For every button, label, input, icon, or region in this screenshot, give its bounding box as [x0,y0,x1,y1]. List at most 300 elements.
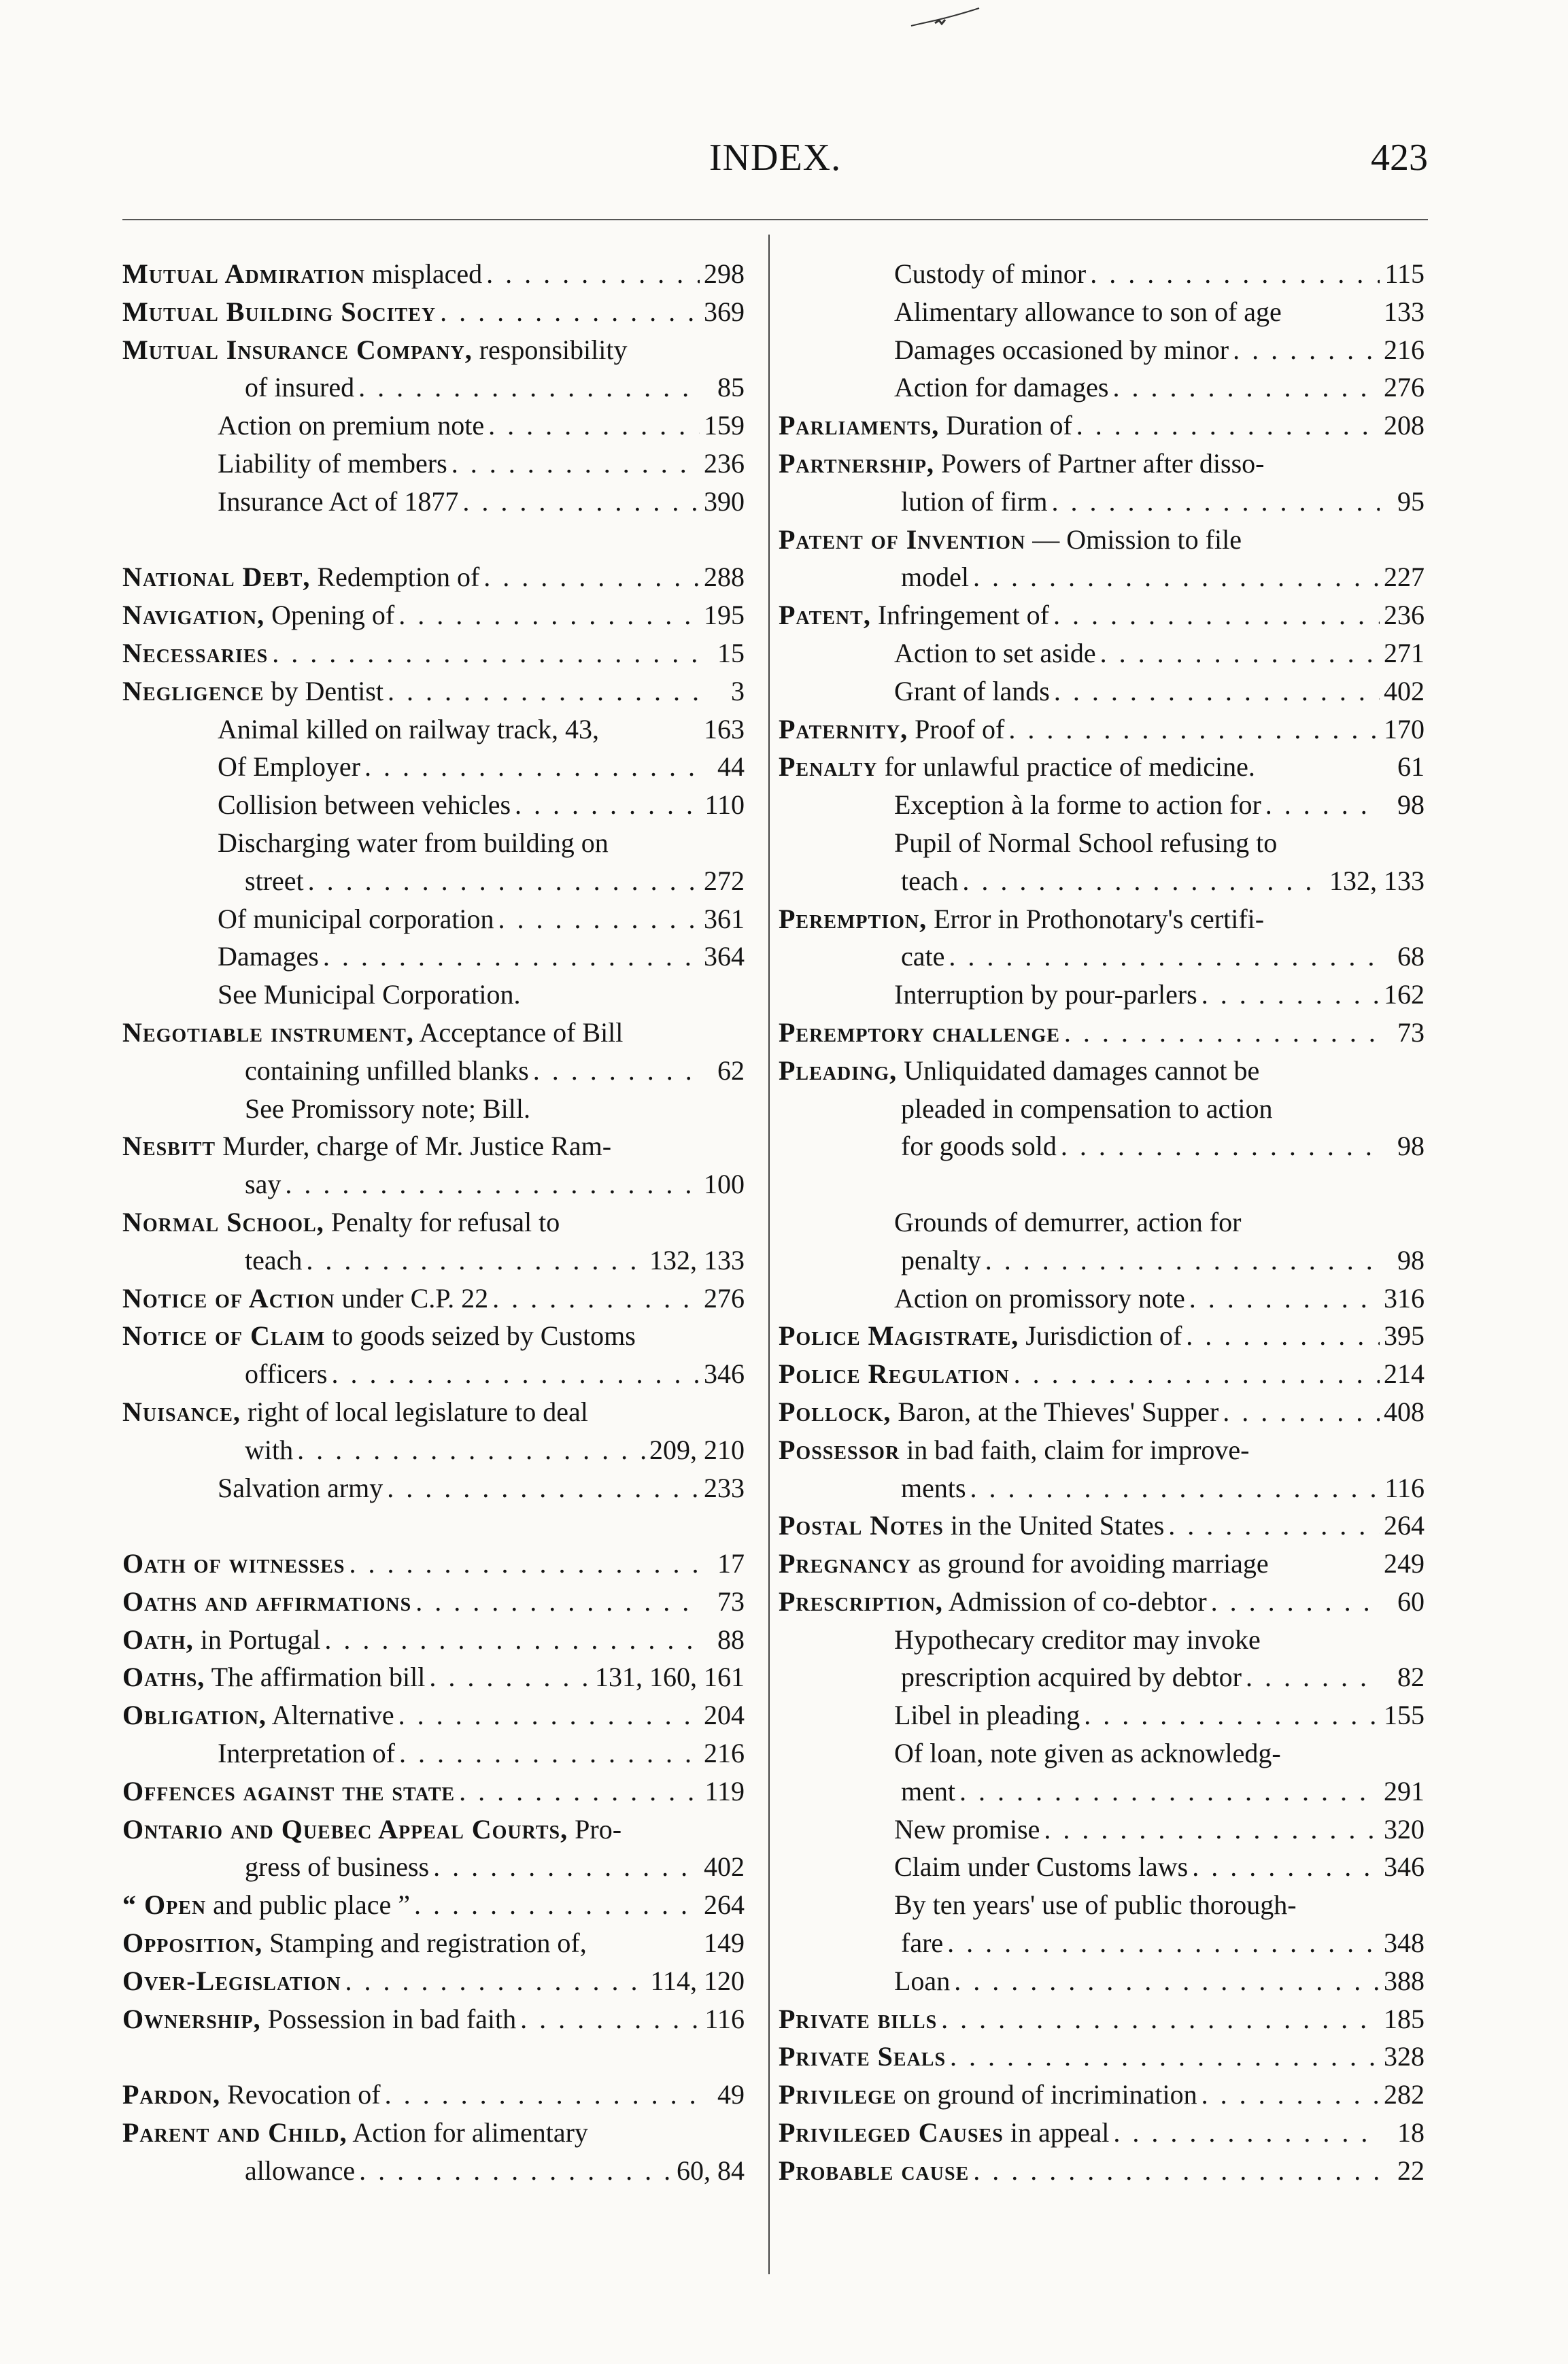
index-entry [122,786,745,824]
entry-text: in Portugal [193,1624,321,1655]
leader-dots [1008,710,1380,749]
entry-page-number: 159 [704,410,745,441]
entry-page-number: 348 [1384,1928,1425,1959]
entry-page-number: 236 [704,447,745,479]
entry-page-number: 162 [1384,979,1425,1010]
entry-page-number: 276 [704,1282,745,1314]
entry-page-number: 236 [1384,600,1425,631]
leader-dots [1201,2076,1380,2114]
leader-dots [1186,1317,1380,1355]
entry-page-number: 346 [704,1358,745,1390]
entry-text: Grounds of demurrer, action for [894,1206,1242,1237]
index-entry [779,862,1425,900]
index-entry [122,331,745,369]
leader-dots [515,786,700,824]
leader-dots [1201,976,1380,1014]
index-entry [779,2076,1425,2114]
entry-text: of insured [245,372,355,403]
entry-page-number: 233 [704,1472,745,1503]
index-entry [779,1811,1425,1849]
entry-text: Powers of Partner after disso- [934,447,1265,479]
entry-text: Insurance Act of 1877 [218,485,459,517]
entry-text: allowance [245,2155,356,2186]
entry-heading: Navigation, [122,600,265,631]
index-entry [779,2000,1425,2038]
leader-dots [1113,2114,1380,2152]
index-entry [779,634,1425,672]
leader-dots [533,1052,700,1090]
entry-text: Hypothecary creditor may invoke [894,1624,1261,1655]
index-entry [779,1734,1425,1772]
entry-text: Pro- [568,1813,622,1845]
entry-heading: Patent of Invention [779,524,1026,555]
index-entry [122,1772,745,1811]
leader-dots [973,558,1380,596]
index-entry [779,596,1425,634]
entry-heading: Opposition, [122,1928,263,1959]
index-entry [779,1090,1425,1128]
entry-heading: Oath, [122,1624,194,1655]
index-entry [779,1583,1425,1621]
entry-text: Error in Prothonotary's certifi- [927,903,1265,934]
index-column-left [122,255,745,2190]
entry-text: model [901,562,969,593]
leader-dots [285,1165,700,1203]
entry-page-number: 328 [1384,2041,1425,2072]
entry-page-number: 98 [1397,789,1425,821]
entry-page-number: 73 [717,1586,745,1617]
entry-text: Action on premium note [218,410,485,441]
entry-text: Interpretation of [218,1738,395,1769]
entry-page-number: 170 [1384,713,1425,744]
index-entry [779,1317,1425,1355]
leader-dots [1223,1393,1380,1431]
entry-text: fare [901,1928,944,1959]
entry-text: Action to set aside [894,637,1096,668]
entry-page-number: 85 [717,372,745,403]
index-entry [779,1203,1425,1241]
entry-heading: Peremptory challenge [779,1016,1060,1048]
entry-text: with [245,1434,294,1465]
entry-text: ments [901,1472,966,1503]
entry-page-number: 95 [1397,485,1425,517]
entry-heading: Prescription, [779,1586,943,1617]
leader-dots [950,2038,1380,2076]
leader-dots [385,2076,700,2114]
index-entry [779,1545,1425,1583]
entry-text: Discharging water from building on [218,827,609,858]
index-entry [779,558,1425,596]
entry-page-number: 195 [704,600,745,631]
entry-heading: National Debt, [122,562,311,593]
leader-dots [959,1772,1380,1811]
entry-text: — Omission to file [1025,524,1242,555]
leader-dots [954,1962,1380,2000]
entry-heading: Ownership, [122,2003,261,2034]
entry-heading: Oath of witnesses [122,1548,345,1579]
entry-page-number: 272 [704,865,745,896]
entry-text: and public place ” [206,1889,410,1921]
index-entry [122,862,745,900]
entry-text: Infringement of [870,600,1049,631]
entry-heading: Offences against the state [122,1775,456,1806]
entry-text: The affirmation bill [205,1662,426,1693]
entry-page-number: 82 [1397,1662,1425,1693]
entry-page-number: 149 [704,1928,745,1959]
entry-text: to goods seized by Customs [325,1320,636,1352]
index-entry [122,1127,745,1165]
index-entry [122,2000,745,2038]
entry-page-number: 291 [1384,1775,1425,1806]
entry-page-number: 60, 84 [677,2155,745,2186]
entry-text: teach [901,865,959,896]
entry-page-number: 73 [1397,1016,1425,1048]
entry-text: Salvation army [218,1472,384,1503]
entry-page-number: 116 [1384,1472,1425,1503]
entry-page-number: 249 [1384,1548,1425,1579]
leader-dots [308,862,700,900]
entry-text: Alimentary allowance to son of age [894,296,1282,327]
index-entry [779,1165,1425,1203]
entry-page-number: 388 [1384,1965,1425,1996]
entry-page-number: 214 [1384,1358,1425,1390]
entry-page-number: 227 [1384,562,1425,593]
entry-page-number: 320 [1384,1813,1425,1845]
ink-mark-graphic [908,5,983,33]
leader-dots [388,672,700,710]
entry-text: responsibility [472,334,628,365]
index-entry [779,938,1425,976]
index-entry [122,1203,745,1241]
leader-dots [949,938,1380,976]
entry-page-number: 114, 120 [650,1965,745,1996]
entry-text: right of local legislature to deal [240,1396,588,1427]
entry-page-number: 3 [731,675,745,706]
entry-heading: Over-Legislation [122,1965,341,1996]
entry-page-number: 204 [704,1700,745,1731]
leader-dots [415,1583,700,1621]
leader-dots [398,1696,700,1734]
entry-page-number: 155 [1384,1700,1425,1731]
entry-text: Unliquidated damages cannot be [897,1055,1260,1086]
entry-page-number: 44 [717,751,745,783]
entry-page-number: 216 [1384,334,1425,365]
entry-text: Of municipal corporation [218,903,494,934]
leader-dots [414,1886,700,1924]
entry-text: Possession in bad faith [260,2003,517,2034]
index-entry [122,938,745,976]
entry-page-number: 298 [704,258,745,289]
entry-heading: Pleading, [779,1055,898,1086]
index-entry [122,255,745,293]
leader-dots [345,1962,647,2000]
entry-text: Murder, charge of Mr. Justice Ram- [216,1131,612,1162]
entry-text: in the United States [943,1510,1165,1541]
entry-heading: Nesbitt [122,1131,216,1162]
entry-text: Pupil of Normal School refusing to [894,827,1278,858]
index-entry [779,672,1425,710]
leader-dots [364,748,700,786]
entry-heading: Penalty [779,751,878,783]
index-entry [779,1052,1425,1090]
index-entry [779,1241,1425,1280]
leader-dots [985,1241,1380,1280]
leader-dots [1233,331,1380,369]
entry-page-number: 18 [1397,2117,1425,2148]
leader-dots [962,862,1325,900]
entry-text: Libel in pleading [894,1700,1080,1731]
entry-text: lution of firm [901,485,1048,517]
index-entry [122,900,745,938]
leader-dots [492,1280,700,1318]
leader-dots [1053,596,1380,634]
leader-dots [1211,1583,1380,1621]
index-entry [122,1658,745,1696]
index-entry [122,558,745,596]
index-entry [122,1696,745,1734]
leader-dots [1061,1127,1380,1165]
entry-page-number: 346 [1384,1851,1425,1883]
index-entry [779,331,1425,369]
entry-text: Action for alimentary [347,2117,588,2148]
index-entry [122,1545,745,1583]
entry-heading: Privileged Causes [779,2117,1004,2148]
index-entry [779,1962,1425,2000]
leader-dots [1076,407,1380,445]
index-entry [779,407,1425,445]
leader-dots [498,900,700,938]
entry-text: Animal killed on railway track, 43, [218,713,599,744]
entry-page-number: 68 [1397,941,1425,972]
entry-heading: Oaths and affirmations [122,1586,412,1617]
entry-page-number: 209, 210 [649,1434,745,1465]
header-rule [122,219,1428,220]
entry-page-number: 49 [717,2079,745,2110]
entry-page-number: 216 [704,1738,745,1769]
entry-text: for goods sold [901,1131,1057,1162]
entry-text: Loan [894,1965,951,1996]
leader-dots [486,255,700,293]
index-entry [779,1431,1425,1469]
entry-text: Exception à la forme to action for [894,789,1261,821]
leader-dots [1044,1811,1380,1849]
entry-text: Jurisdiction of [1019,1320,1182,1352]
index-entry [122,445,745,483]
leader-dots [1064,1014,1380,1052]
entry-text: in bad faith, claim for improve- [900,1434,1250,1465]
index-entry [122,369,745,407]
index-entry [122,521,745,559]
entry-page-number: 282 [1384,2079,1425,2110]
entry-page-number: 61 [1397,751,1425,783]
entry-text: Of loan, note given as acknowledg- [894,1738,1281,1769]
entry-page-number: 390 [704,485,745,517]
entry-heading: Nuisance, [122,1396,241,1427]
index-entry [779,1621,1425,1659]
leader-dots [1112,369,1380,407]
index-entry [122,1848,745,1886]
leader-dots [306,1241,645,1280]
index-entry [779,1658,1425,1696]
index-entry [779,445,1425,483]
entry-text: prescription acquired by debtor [901,1662,1242,1693]
entry-text: containing unfilled blanks [245,1055,529,1086]
index-entry [122,710,745,749]
index-entry [122,1355,745,1393]
leader-dots [433,1848,700,1886]
leader-dots [488,407,700,445]
index-entry [779,255,1425,293]
leader-dots [1168,1507,1380,1545]
entry-page-number: 62 [717,1055,745,1086]
entry-heading: Mutual Building Sociтey [122,296,437,327]
entry-heading: Peremption, [779,903,927,934]
entry-text: Collision between vehicles [218,789,511,821]
entry-text: gress of business [245,1851,430,1883]
index-entry [122,1924,745,1962]
entry-heading: Privilege [779,2079,897,2110]
entry-text: Revocation of [220,2079,381,2110]
entry-text: street [245,865,304,896]
index-entry [122,1165,745,1203]
index-entry [122,1621,745,1659]
index-entry [779,1924,1425,1962]
index-entry [122,1962,745,2000]
leader-dots [462,483,700,521]
index-entry [122,1241,745,1280]
entry-page-number: 408 [1384,1396,1425,1427]
entry-page-number: 364 [704,941,745,972]
leader-dots [398,596,700,634]
entry-page-number: 276 [1384,372,1425,403]
entry-text: New promise [894,1813,1040,1845]
entry-heading: Necessaries [122,637,269,668]
leader-dots [359,2152,672,2190]
entry-heading: Police Regulation [779,1358,1010,1390]
entry-page-number: 119 [704,1775,745,1806]
leader-dots [331,1355,700,1393]
leader-dots [349,1545,700,1583]
leader-dots [451,445,700,483]
entry-text: Acceptance of Bill [413,1016,624,1048]
leader-dots [429,1658,591,1696]
entry-text: under C.P. 22 [335,1282,489,1314]
entry-text: in appeal [1003,2117,1110,2148]
entry-text: as ground for avoiding marriage [911,1548,1269,1579]
entry-text: misplaced [364,258,483,289]
entry-text: See Promissory note; Bill. [245,1093,530,1124]
entry-page-number: 395 [1384,1320,1425,1352]
entry-text: Claim under Customs laws [894,1851,1189,1883]
entry-page-number: 288 [704,562,745,593]
entry-heading: Probable cause [779,2155,970,2186]
entry-text: Redemption of [310,562,480,593]
leader-dots [1265,786,1380,824]
entry-text: See Municipal Corporation. [218,979,521,1010]
entry-text: penalty [901,1244,981,1275]
index-entry [779,1469,1425,1507]
entry-heading: Mutual Admiration [122,258,365,289]
index-entry [122,1393,745,1431]
leader-dots [1014,1355,1380,1393]
entry-text: Baron, at the Thieves' Supper [891,1396,1219,1427]
entry-text: say [245,1169,282,1200]
index-entry [779,293,1425,331]
leader-dots [323,938,700,976]
index-entry [779,1127,1425,1165]
entry-page-number: 163 [704,713,745,744]
entry-page-number: 60 [1397,1586,1425,1617]
entry-heading: “ Open [122,1889,207,1921]
entry-text: Duration of [939,410,1072,441]
index-entry [122,293,745,331]
entry-page-number: 361 [704,903,745,934]
entry-heading: Private bills [779,2003,938,2034]
entry-page-number: 88 [717,1624,745,1655]
entry-page-number: 185 [1384,2003,1425,2034]
entry-page-number: 115 [1384,258,1425,289]
entry-text: Liability of members [218,447,447,479]
index-entry [122,1317,745,1355]
index-entry [122,407,745,445]
entry-heading: Police Magistrate, [779,1320,1019,1352]
entry-text: Admission of co-debtor [942,1586,1207,1617]
column-divider [768,235,770,2274]
leader-dots [297,1431,645,1469]
entry-page-number: 316 [1384,1282,1425,1314]
index-entry [122,2038,745,2076]
entry-text: cate [901,941,945,972]
index-entry [122,1507,745,1545]
index-entry [779,786,1425,824]
leader-dots [387,1469,700,1507]
entry-text: Of Employer [218,751,360,783]
entry-heading: Notice of Claim [122,1320,326,1352]
leader-dots [324,1621,700,1659]
entry-text: Action for damages [894,372,1109,403]
entry-heading: Possessor [779,1434,900,1465]
index-entry [122,1734,745,1772]
entry-heading: Oaths, [122,1662,205,1693]
index-entry [779,900,1425,938]
page-number: 423 [1371,137,1428,179]
entry-text: by Dentist [264,675,384,706]
entry-page-number: 110 [704,789,745,821]
leader-dots [358,369,700,407]
entry-text: Alternative [266,1700,394,1731]
leader-dots [1100,634,1380,672]
entry-heading: Parliaments, [779,410,940,441]
index-entry [122,824,745,862]
index-entry [779,1848,1425,1886]
entry-heading: Postal Notes [779,1510,944,1541]
entry-text: officers [245,1358,328,1390]
entry-heading: Normal School, [122,1206,324,1237]
entry-page-number: 132, 133 [649,1244,745,1275]
index-entry [779,748,1425,786]
leader-dots [1189,1280,1380,1318]
entry-heading: Ontario and Quebec Appeal Courts, [122,1813,568,1845]
index-entry [122,1886,745,1924]
index-entry [122,1280,745,1318]
entry-heading: Pardon, [122,2079,221,2110]
index-entry [779,1280,1425,1318]
leader-dots [1052,483,1380,521]
entry-page-number: 133 [1384,296,1425,327]
entry-page-number: 15 [717,637,745,668]
index-entry [122,672,745,710]
entry-heading: Pollock, [779,1396,891,1427]
